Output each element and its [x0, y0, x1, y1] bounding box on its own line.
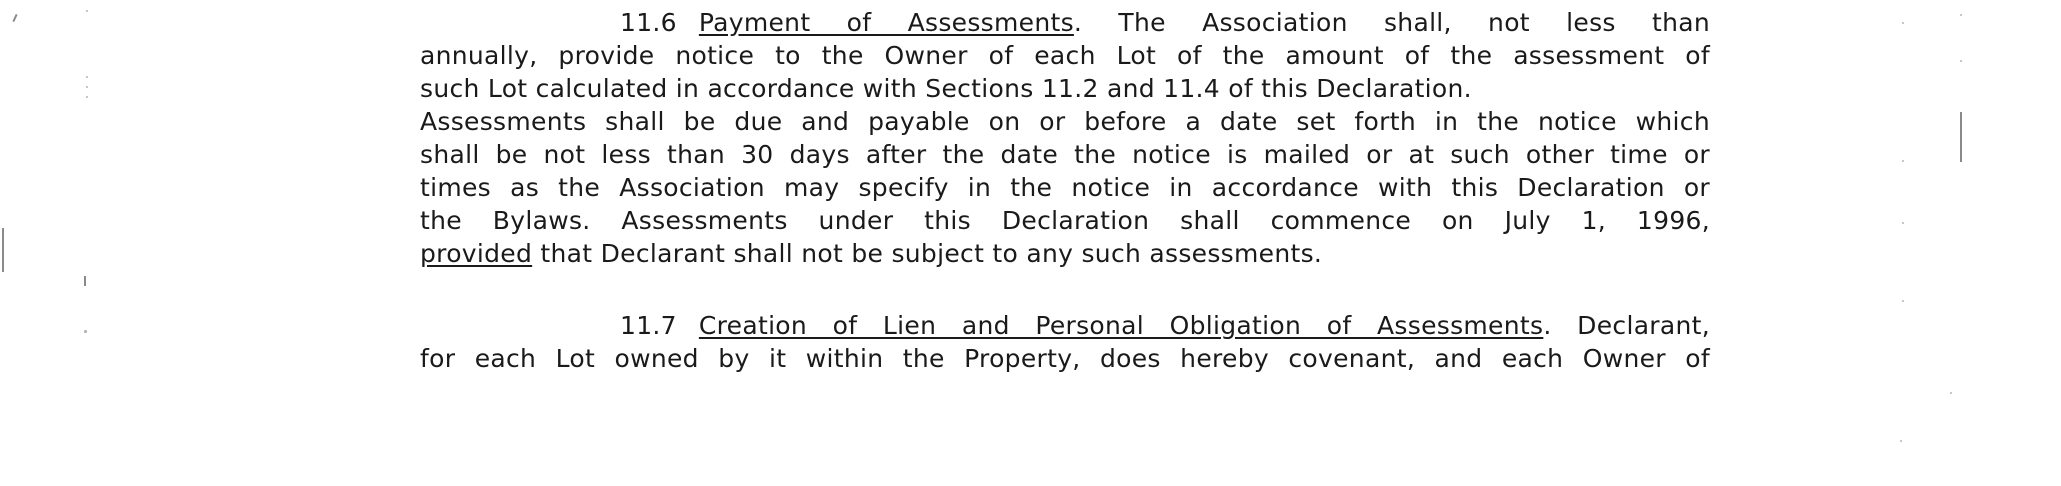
scan-mark [86, 96, 88, 98]
section-title: Payment of Assessments [698, 8, 1074, 37]
section-number: 11.6 [620, 8, 677, 37]
section-title: Creation of Lien and Personal Obligation of Assessments [698, 311, 1544, 340]
underlined-word: provided [420, 239, 533, 268]
scan-mark [1900, 440, 1902, 442]
paragraph-line: Assessments shall be due and payable on or before a date set forth in the notice which [420, 107, 1710, 136]
paragraph-line [420, 237, 1710, 270]
section-text: . Declarant, [1543, 311, 1711, 340]
scan-mark [12, 14, 17, 22]
paragraph-line: times as the Association may specify in the notice in accordance with this Declaration or [420, 173, 1710, 202]
section-11-7-heading-line [620, 309, 1710, 342]
section-11-6-heading-line [620, 6, 1710, 39]
section-number: 11.7 [620, 311, 677, 340]
scan-mark [1950, 392, 1952, 394]
paragraph-line: annually, provide notice to the Owner of each Lot of the amount of the assessment of [420, 41, 1710, 70]
paragraph-line: the Bylaws. Assessments under this Declaration shall commence on July 1, 1996, [420, 206, 1710, 235]
scan-mark [1902, 300, 1904, 302]
scan-mark [86, 86, 88, 88]
paragraph-text: that Declarant shall not be subject to any such assessments. [532, 239, 1323, 268]
scan-mark [84, 276, 86, 286]
paragraph-line: such Lot calculated in accordance with Sections 11.2 and 11.4 of this Declaration. [420, 74, 1472, 103]
scan-mark [1960, 60, 1962, 62]
section-text: . The Association shall, not less than [1073, 8, 1710, 37]
scan-mark [1902, 222, 1904, 224]
scan-mark [1902, 160, 1904, 162]
paragraph-line: for each Lot owned by it within the Property, does hereby covenant, and each Owner of [420, 344, 1710, 373]
scan-mark [1902, 22, 1904, 24]
scan-mark [2, 228, 4, 272]
scan-mark [1960, 112, 1962, 162]
scan-mark [86, 10, 88, 12]
scan-mark [1960, 14, 1962, 16]
paragraph-line: shall be not less than 30 days after the date the notice is mailed or at such other time or [420, 140, 1710, 169]
scan-mark [86, 76, 88, 78]
scan-mark [84, 330, 87, 333]
